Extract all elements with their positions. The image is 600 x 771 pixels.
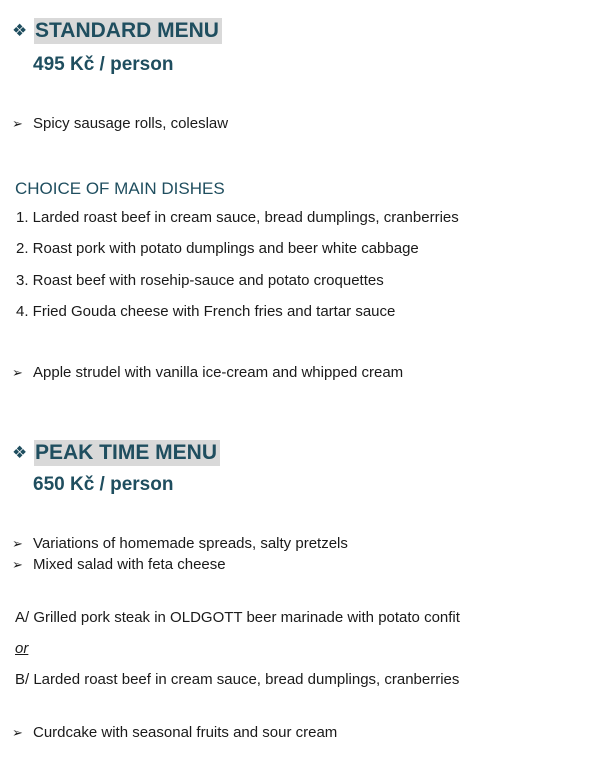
peak-starter-item-1	[12, 535, 348, 552]
arrow-bullet-icon: ➢	[12, 364, 23, 380]
main-dish-item-3: 3. Roast beef with rosehip-sauce and potato croquettes	[16, 272, 384, 289]
peak-starter-text-1: Variations of homemade spreads, salty pretzels	[33, 535, 348, 552]
main-dish-item-4: 4. Fried Gouda cheese with French fries and tartar sauce	[16, 303, 396, 320]
peak-menu-price: 650 Kč / person	[33, 474, 174, 495]
standard-starter-text: Spicy sausage rolls, coleslaw	[33, 115, 229, 132]
arrow-bullet-icon: ➢	[12, 115, 23, 131]
arrow-bullet-icon: ➢	[12, 556, 23, 572]
peak-dessert-item	[12, 724, 337, 741]
standard-menu-price: 495 Kč / person	[33, 54, 174, 75]
main-dish-item-2: 2. Roast pork with potato dumplings and beer white cabbage	[16, 240, 419, 257]
peak-menu-title	[12, 440, 220, 466]
peak-starter-item-2	[12, 556, 226, 573]
main-dish-item-1: 1. Larded roast beef in cream sauce, bread dumplings, cranberries	[16, 209, 459, 226]
standard-menu-title	[12, 18, 222, 44]
standard-dessert-item	[12, 364, 403, 381]
peak-main-option-a: A/ Grilled pork steak in OLDGOTT beer marinade with potato confit	[15, 609, 460, 626]
diamond-cluster-icon: ❖	[12, 21, 28, 40]
standard-dessert-text: Apple strudel with vanilla ice-cream and whipped cream	[33, 364, 404, 381]
arrow-bullet-icon: ➢	[12, 724, 23, 740]
peak-menu-title-text: PEAK TIME MENU	[34, 440, 220, 466]
standard-starter-item	[12, 115, 228, 132]
peak-starter-text-2: Mixed salad with feta cheese	[33, 556, 226, 573]
diamond-cluster-icon: ❖	[12, 443, 28, 462]
standard-menu-title-text: STANDARD MENU	[34, 18, 222, 44]
peak-main-option-b: B/ Larded roast beef in cream sauce, bread dumplings, cranberries	[15, 671, 460, 688]
arrow-bullet-icon: ➢	[12, 535, 23, 551]
peak-main-or-label: or	[15, 640, 29, 657]
main-dishes-heading: CHOICE OF MAIN DISHES	[15, 179, 225, 198]
peak-dessert-text: Curdcake with seasonal fruits and sour cream	[33, 724, 338, 741]
